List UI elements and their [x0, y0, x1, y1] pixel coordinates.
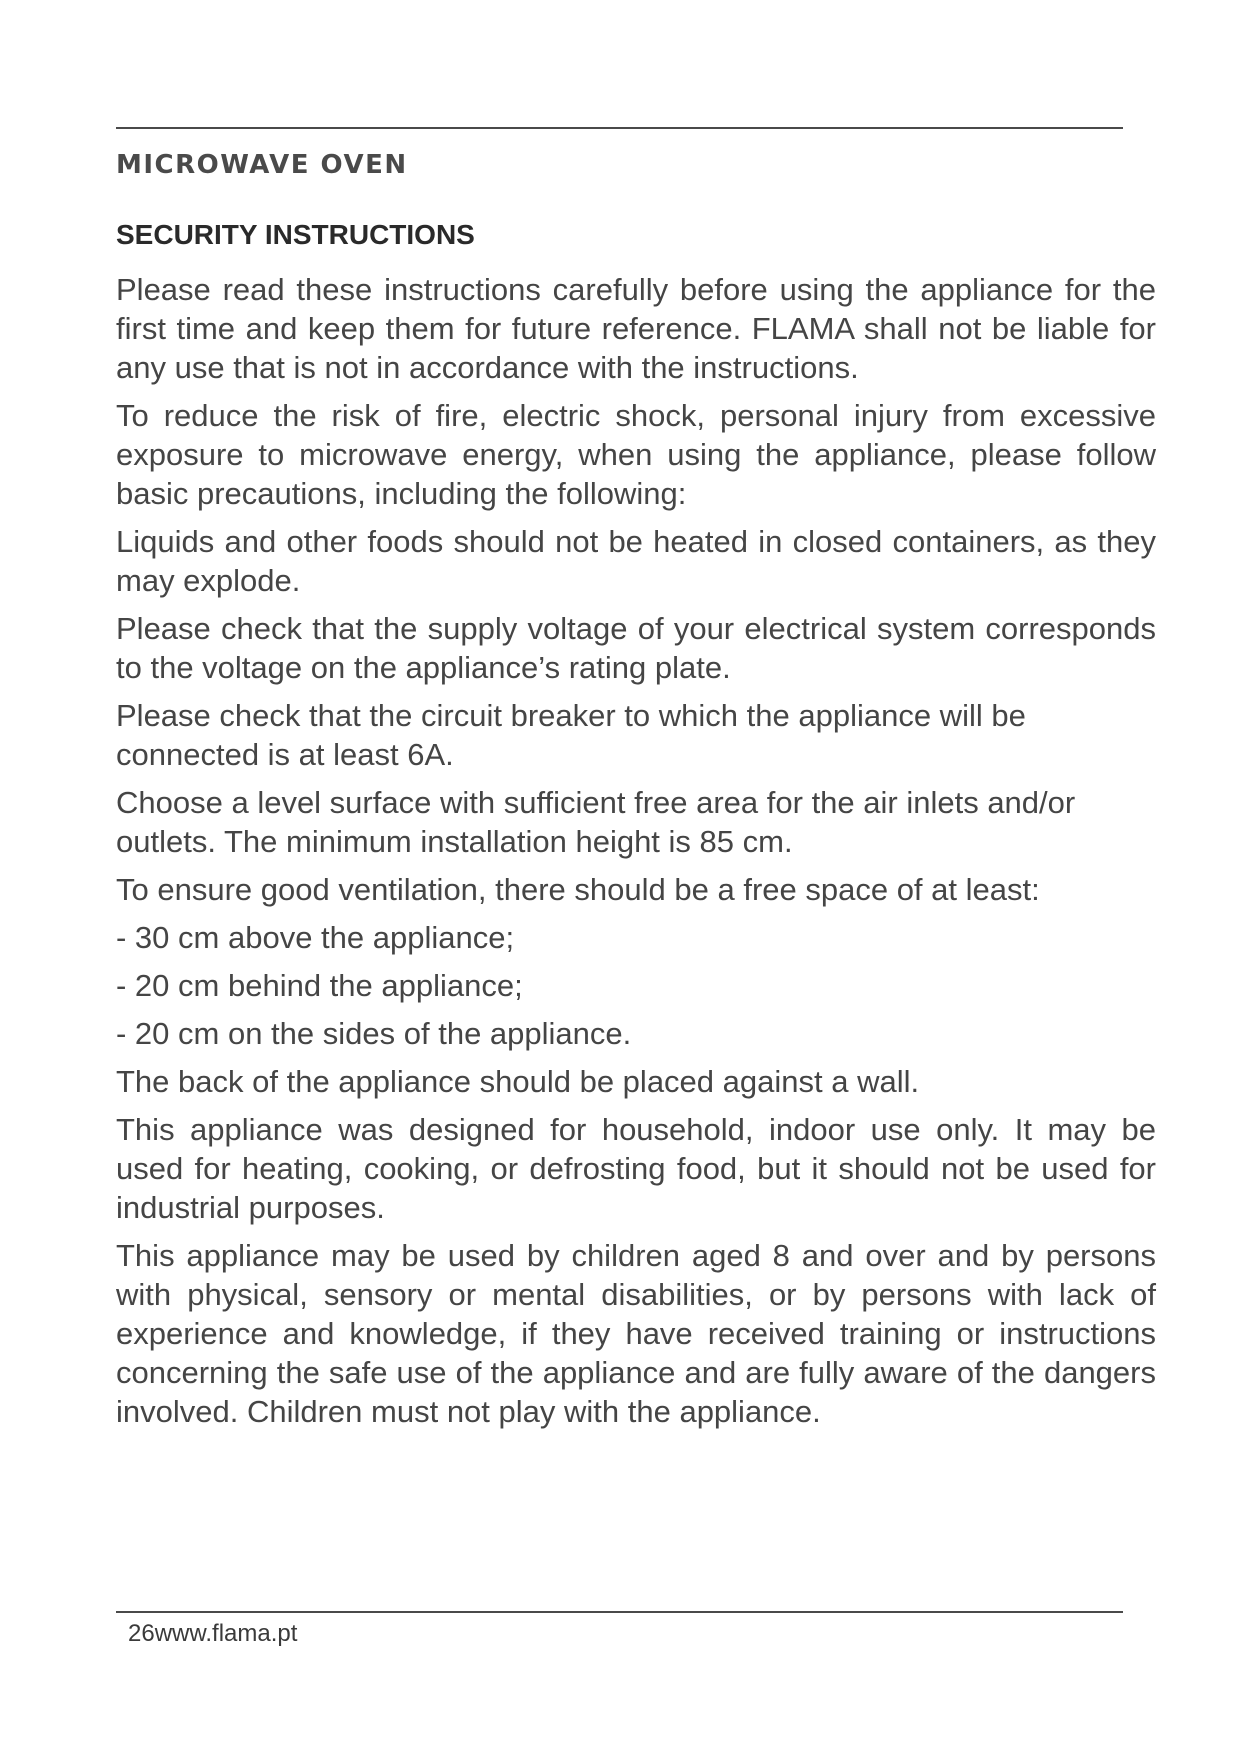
product-title: MICROWAVE OVEN: [116, 150, 408, 180]
header-rule: [116, 127, 1123, 129]
paragraph-children: This appliance may be used by children aged 8 and over and by persons with physical, sensory or mental disabilities, or by persons with lack of experience and knowledge, if they have received training or instructions concerning the safe use of the appliance and are fully aware of the dangers involved. Children must not play with the appliance.: [116, 1238, 1156, 1429]
list-item-behind: - 20 cm behind the appliance;: [116, 968, 523, 1003]
paragraph-surface: Choose a level surface with sufficient free area for the air inlets and/or outlets. The minimum installation height is 85 cm.: [116, 785, 1076, 859]
list-item-above: - 30 cm above the appliance;: [116, 920, 515, 955]
instructions-body: [116, 270, 1156, 1440]
paragraph-risk: To reduce the risk of fire, electric shock, personal injury from excessive exposure to microwave energy, when using the appliance, please follow basic precautions, including the following:: [116, 398, 1156, 511]
website-link[interactable]: www.flama.pt: [154, 1620, 298, 1647]
page-number: 26: [128, 1620, 155, 1647]
paragraph-intro: Please read these instructions carefully before using the appliance for the first time and keep them for future reference. FLAMA shall not be liable for any use that is not in accordance with the instructions.: [116, 272, 1156, 385]
paragraph-household-use: This appliance was designed for household, indoor use only. It may be used for heating, cooking, or defrosting food, but it should not be used for industrial purposes.: [116, 1112, 1156, 1225]
section-title: SECURITY INSTRUCTIONS: [116, 219, 475, 250]
list-item-sides: - 20 cm on the sides of the appliance.: [116, 1016, 632, 1051]
footer-rule: [116, 1611, 1123, 1613]
paragraph-liquids: Liquids and other foods should not be heated in closed containers, as they may explode.: [116, 524, 1156, 598]
paragraph-ventilation: To ensure good ventilation, there should be a free space of at least:: [116, 872, 1040, 907]
footer: [128, 1620, 297, 1648]
paragraph-wall: The back of the appliance should be placed against a wall.: [116, 1064, 920, 1099]
paragraph-voltage: Please check that the supply voltage of your electrical system corresponds to the voltage on the appliance’s rating plate.: [116, 611, 1156, 685]
paragraph-circuit-breaker: Please check that the circuit breaker to which the appliance will be connected is at least 6A.: [116, 698, 1026, 772]
